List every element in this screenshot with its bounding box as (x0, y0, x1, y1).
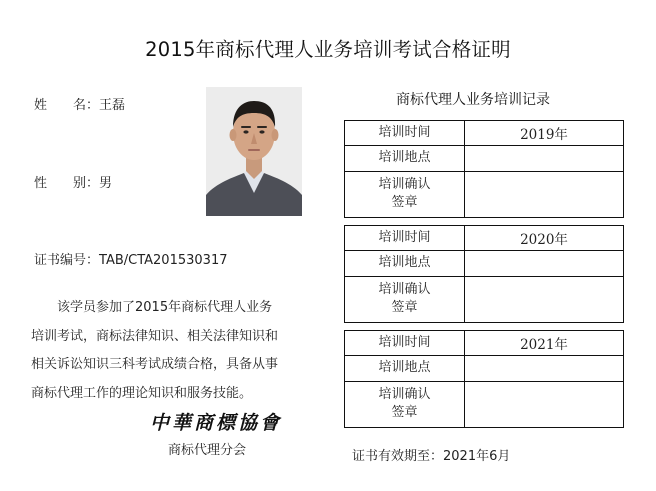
person-photo-icon (206, 87, 302, 216)
branch-name: 商标代理分会 (168, 443, 247, 458)
gender-value: 男 (99, 176, 113, 191)
confirm-label-line: 签章 (391, 405, 418, 421)
certificate-number-value: TAB/CTA201530317 (99, 253, 228, 268)
name-row (34, 94, 125, 113)
confirm-label-line: 签章 (391, 300, 418, 316)
training-record-table-2020 (344, 225, 624, 323)
place-value (465, 356, 624, 381)
training-record-table-2019 (344, 120, 624, 218)
place-label: 培训地点 (345, 356, 465, 381)
place-value (465, 146, 624, 171)
place-label: 培训地点 (345, 146, 465, 171)
confirm-value (465, 276, 624, 323)
validity-label: 证书有效期至： (352, 449, 444, 464)
statement-paragraph (31, 294, 316, 408)
confirm-value (465, 171, 624, 218)
training-year: 2021年 (465, 331, 624, 356)
statement-line: 相关诉讼知识三科考试成绩合格，具备从事 (31, 357, 279, 372)
training-records-heading: 商标代理人业务培训记录 (396, 92, 550, 108)
confirm-label (345, 171, 465, 218)
statement-line: 培训考试，商标法律知识、相关法律知识和 (31, 328, 279, 344)
confirm-label-line: 签章 (391, 195, 418, 211)
confirm-label-line: 培训确认 (378, 177, 431, 193)
training-record-table-2021 (344, 330, 624, 428)
confirm-label (345, 276, 465, 323)
time-label: 培训时间 (345, 331, 465, 356)
name-label: 姓 名： (34, 98, 100, 113)
portrait-graphic (206, 87, 302, 216)
association-calligraphy: 中華商標協會 (150, 412, 283, 434)
statement-line: 商标代理工作的理论知识和服务技能。 (31, 385, 253, 401)
confirm-label-line: 培训确认 (378, 387, 431, 403)
time-label: 培训时间 (345, 226, 465, 251)
confirm-label-line: 培训确认 (378, 282, 431, 298)
certificate-number-label: 证书编号： (34, 253, 100, 268)
certificate-title: 2015年商标代理人业务培训考试合格证明 (145, 38, 511, 61)
confirm-label (345, 381, 465, 428)
validity-row (352, 445, 510, 464)
place-value (465, 251, 624, 276)
gender-row (34, 172, 112, 191)
gender-label: 性 别： (34, 176, 100, 191)
confirm-value (465, 381, 624, 428)
validity-value: 2021年6月 (443, 449, 511, 464)
place-label: 培训地点 (345, 251, 465, 276)
training-year: 2019年 (465, 121, 624, 146)
time-label: 培训时间 (345, 121, 465, 146)
training-year: 2020年 (465, 226, 624, 251)
certificate-number-row (34, 249, 227, 268)
statement-line: 该学员参加了2015年商标代理人业务 (57, 300, 273, 315)
name-value: 王磊 (99, 98, 126, 113)
